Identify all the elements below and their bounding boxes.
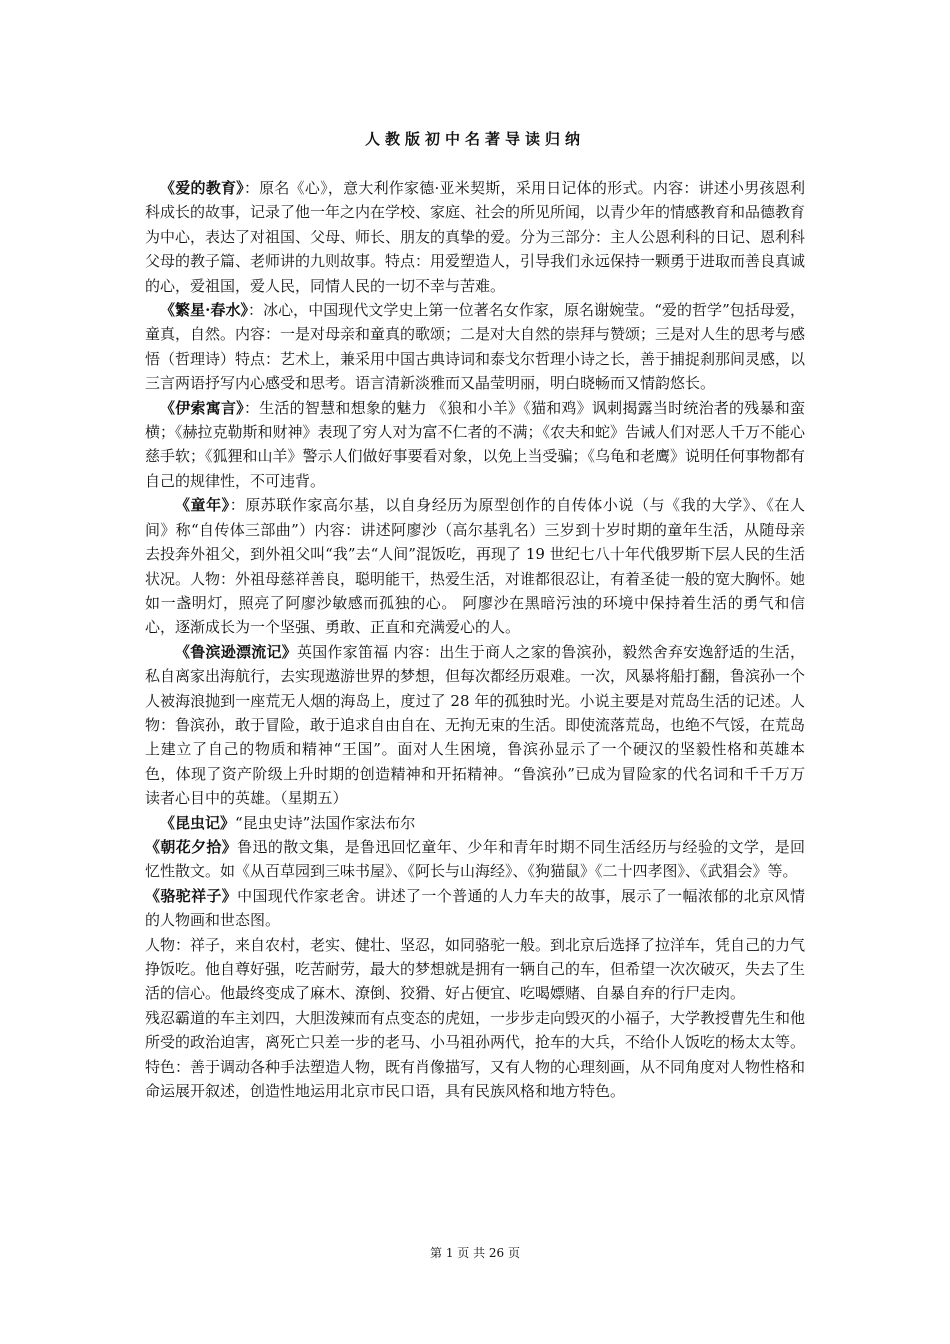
paragraph-text: 特色：善于调动各种手法塑造人物，既有肖像描写，又有人物的心理刻画，从不同角度对人物性格和命运展开叙述，创造性地运用北京市民口语，具有民族风格和地方特色。 (145, 1057, 806, 1101)
paragraph (145, 396, 805, 494)
book-title: 《鲁滨逊漂流记》 (175, 642, 297, 661)
book-title: 《爱的教育》 (160, 179, 244, 197)
paragraph-text: ：原苏联作家高尔基，以自身经历为原型创作的自传体小说（与《我的大学》、《在人间》称“自传体三部曲”）内容：讲述阿廖沙（高尔基乳名）三岁到十岁时期的童年生活，从随母亲去投奔外祖父，到外祖父叫“我”去“人间”混饭吃，再现了 19 世纪七八十年代俄罗斯下层人民的生活状况。人物：外祖母慈祥善良，聪明能干，热爱生活，对谁都很忍让，有着圣徒一般的宽大胸怀。她如一盏明灯，照亮了阿廖沙敏感而孤独的心。 阿廖沙在黑暗污浊的环境中保持着生活的勇气和信心，逐渐成长为一个坚强、勇敢、正直和充满爱心的人。 (145, 496, 806, 637)
document-body (145, 176, 805, 1103)
paragraph (145, 493, 805, 639)
paragraph (145, 884, 805, 933)
paragraph-text: 残忍霸道的车主刘四，大胆泼辣而有点变态的虎妞，一步步走向毁灭的小福子，大学教授曹先生和他所受的政治迫害，离死亡只差一步的老马、小马祖孙两代，抢车的大兵，不给仆人饭吃的杨太太等。 (145, 1008, 806, 1052)
page-footer: 第 1 页 共 26 页 (430, 1246, 520, 1260)
book-title: 《繁星·春水》 (160, 301, 249, 320)
paragraph-text: 中国现代作家老舍。讲述了一个普通的人力车夫的故事，展示了一幅浓郁的北京风情的人物画和世态图。 (145, 886, 805, 930)
paragraph (145, 835, 805, 884)
book-title: 《骆驼祥子》 (145, 886, 238, 905)
book-title: 《童年》 (175, 496, 230, 515)
paragraph-text: 英国作家笛福 内容：出生于商人之家的鲁滨孙，毅然舍弃安逸舒适的生活，私自离家出海航行，去实现遨游世界的梦想，但每次都经历艰难。一次，风暴将船打翻，鲁滨孙一个人被海浪抛到一座荒无人烟的海岛上，度过了 28 年的孤独时光。小说主要是对荒岛生活的记述。人物：鲁滨孙，敢于冒险，敢于追求自由自在、无拘无束的生活。即使流落荒岛，也绝不气馁，在荒岛上建立了自己的物质和精神“王国”。面对人生困境，鲁滨孙显示了一个硬汉的坚毅性格和英雄本色，体现了资产阶级上升时期的创造精神和开拓精神。“鲁滨孙”已成为冒险家的代名词和千千万万读者心目中的英雄。（星期五） (145, 642, 806, 808)
book-title: 《昆虫记》 (160, 813, 236, 832)
paragraph (145, 1055, 805, 1104)
paragraph (145, 640, 805, 811)
book-title: 《朝花夕拾》 (145, 837, 238, 856)
paragraph (145, 811, 805, 835)
page-title: 人教版初中名著导读归纳 (364, 130, 585, 148)
paragraph-text: “昆虫史诗”法国作家法布尔 (235, 813, 416, 832)
book-title: 《伊索寓言》 (160, 398, 244, 417)
paragraph-text: ：生活的智慧和想象的魅力 《狼和小羊》《猫和鸡》讽刺揭露当时统治者的残暴和蛮横；《赫拉克勒斯和财神》表现了穷人对为富不仁者的不满；《农夫和蛇》告诫人们对恶人千万不能心慈手软；《狐狸和山羊》警示人们做好事要看对象，以免上当受骗；《乌龟和老鹰》说明任何事物都有自己的规律性，不可违背。 (145, 398, 806, 490)
paragraph-text: ：冰心，中国现代文学史上第一位著名女作家，原名谢婉莹。“爱的哲学”包括母爱，童真，自然。内容：一是对母亲和童真的歌颂；二是对大自然的崇拜与赞颂；三是对人生的思考与感悟（哲理诗）特点：艺术上，兼采用中国古典诗词和泰戈尔哲理小诗之长，善于捕捉刹那间灵感，以三言两语抒写内心感受和思考。语言清新淡雅而又晶莹明丽，明白晓畅而又情韵悠长。 (145, 301, 806, 393)
paragraph (145, 176, 805, 298)
paragraph (145, 1006, 805, 1055)
paragraph-text: 人物：祥子，来自农村，老实、健壮、坚忍，如同骆驼一般。到北京后选择了拉洋车，凭自己的力气挣饭吃。他自尊好强，吃苦耐劳，最大的梦想就是拥有一辆自己的车，但希望一次次破灭，失去了生活的信心。他最终变成了麻木、潦倒、狡猾、好占便宜、吃喝嫖赌、自暴自弃的行尸走肉。 (145, 935, 806, 1003)
paragraph (145, 298, 805, 396)
paragraph-text: ：原名《心》，意大利作家德·亚米契斯，采用日记体的形式。内容：讲述小男孩恩利科成长的故事，记录了他一年之内在学校、家庭、社会的所见所闻，以青少年的情感教育和品德教育为中心，表达了对祖国、父母、师长、朋友的真挚的爱。分为三部分：主人公恩利科的日记、恩利科父母的教子篇、老师讲的九则故事。特点：用爱塑造人，引导我们永远保持一颗勇于进取而善良真诚的心，爱祖国，爱人民，同情人民的一切不幸与苦难。 (145, 179, 806, 295)
paragraph-text: 鲁迅的散文集，是鲁迅回忆童年、少年和青年时期不同生活经历与经验的文学，是回忆性散文。如《从百草园到三味书屋》、《阿长与山海经》、《狗猫鼠》《二十四孝图》、《武猖会》等。 (145, 837, 805, 881)
paragraph (145, 933, 805, 1006)
